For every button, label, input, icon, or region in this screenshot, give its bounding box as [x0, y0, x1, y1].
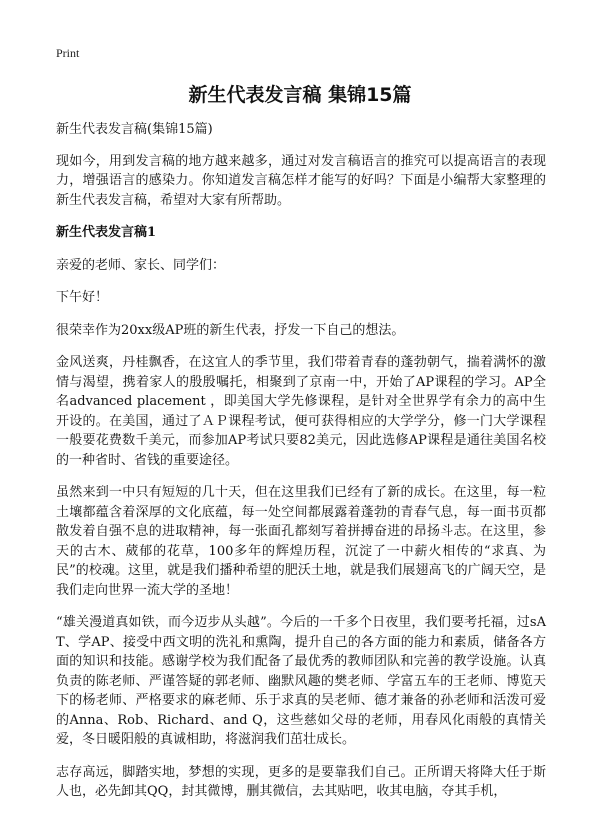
body-paragraph: 志存高远，脚踏实地，梦想的实现，更多的是要靠我们自己。正所谓天将降大任于斯人也，必先卸其QQ，封其微博，删其微信，去其贴吧，收其电脑，夺其手机， — [56, 764, 546, 799]
body-paragraph: 金风送爽，丹桂飘香，在这宜人的季节里，我们带着青春的蓬勃朝气，揣着满怀的激情与渴望，携着家人的殷殷嘱托，相聚到了京南一中，开始了AP课程的学习。AP全名advanced placement ，即美国大学先修课程，是针对全世界学有余力的高中生开设的。在美国，通过了ＡＰ课程考试，便可获得相应的大学学分，修一门大学课程一般要花费数千美元，而参加AP考试只要82美元，因此选修AP课程是通往美国名校的一种省时、省钱的重要途径。 — [56, 355, 546, 468]
page-title: 新生代表发言稿 集锦15篇 — [188, 84, 412, 106]
body-paragraph: “雄关漫道真如铁，而今迈步从头越”。今后的一千多个日夜里，我们要考托福，过sAT、学AP、接受中西文明的洗礼和熏陶，提升自己的各方面的能力和素质，储备各方面的知识和技能。感谢学校为我们配备了最优秀的教师团队和完善的教学设施。认真负责的陈老师、严谨答疑的郭老师、幽默风趣的樊老师、学富五车的王老师、博览天下的杨老师、严格要求的麻老师、乐于求真的吴老师、德才兼备的孙老师和活泼可爱的Anna、Rob、Richard、and Q，这些慈如父母的老师，用春风化雨般的真情关爱，冬日暖阳般的真诚相助，将滋润我们茁壮成长。 — [56, 615, 546, 747]
body-paragraph: 很荣幸作为20xx级AP班的新生代表，抒发一下自己的想法。 — [56, 322, 405, 338]
print-link[interactable]: Print — [56, 46, 80, 60]
body-paragraph: 虽然来到一中只有短短的几十天，但在这里我们已经有了新的成长。在这里，每一粒土壤都蕴含着深厚的文化底蕴，每一处空间都展露着蓬勃的青春气息，每一面书页都散发着自强不息的进取精神，每一张面孔都刻写着拼搏奋进的昂扬斗志。在这里，参天的古木、葳郁的花草，100多年的辉煌历程，沉淀了一中薪火相传的“求真、为民”的校魂。这里，就是我们播种希望的肥沃土地，就是我们展翅高飞的广阔天空，是我们走向世界一流大学的圣地！ — [56, 485, 546, 598]
greeting-paragraph: 亲爱的老师、家长、同学们： — [56, 257, 226, 273]
salutation-paragraph: 下午好！ — [56, 290, 109, 305]
intro-paragraph: 现如今，用到发言稿的地方越来越多，通过对发言稿语言的推究可以提高语言的表现力，增强语言的感染力。你知道发言稿怎样才能写的好吗？下面是小编帮大家整理的新生代表发言稿，希望对大家有所帮助。 — [56, 153, 546, 208]
document-subtitle: 新生代表发言稿(集锦15篇) — [56, 122, 213, 137]
document-body — [56, 120, 546, 815]
section-heading: 新生代表发言稿1 — [56, 225, 157, 240]
